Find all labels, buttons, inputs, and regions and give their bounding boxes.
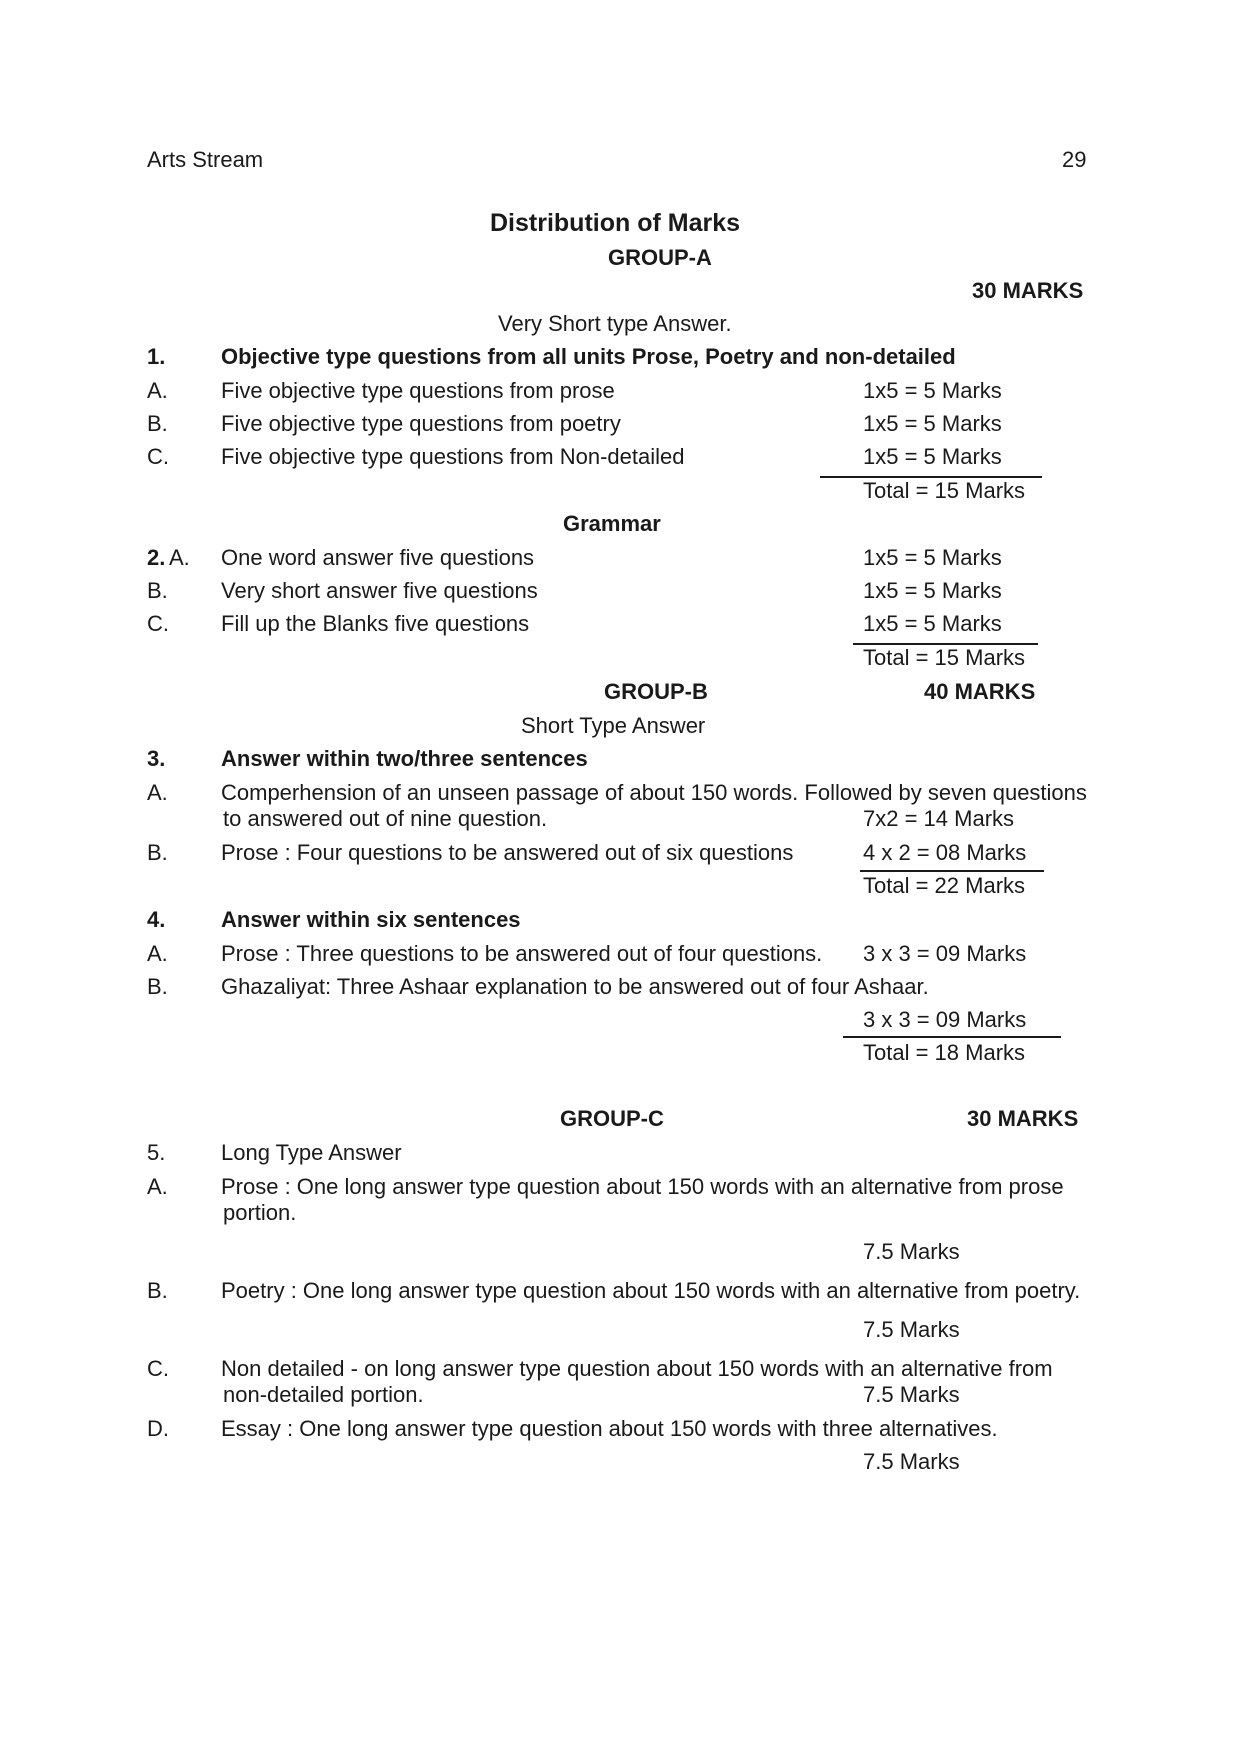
q5-d-marks: 7.5 Marks bbox=[863, 1449, 960, 1474]
q3-a-text: Comperhension of an unseen passage of about 150 words. Followed by seven questions bbox=[221, 780, 1087, 805]
group-c-heading: GROUP-C bbox=[560, 1106, 664, 1131]
q3-b-text: Prose : Four questions to be answered out of six questions bbox=[221, 840, 794, 865]
q1-heading: Objective type questions from all units Prose, Poetry and non-detailed bbox=[221, 344, 956, 369]
page-number: 29 bbox=[1062, 147, 1087, 172]
q4-b-label: B. bbox=[147, 974, 168, 999]
q5-a-label: A. bbox=[147, 1174, 168, 1199]
q5-c-text: Non detailed - on long answer type question about 150 words with an alternative from bbox=[221, 1356, 1053, 1381]
q1-item-label: A. bbox=[147, 378, 168, 403]
q1-item-label: B. bbox=[147, 411, 168, 436]
q4-a-marks: 3 x 3 = 09 Marks bbox=[863, 941, 1027, 966]
q5-d-text: Essay : One long answer type question about 150 words with three alternatives. bbox=[221, 1416, 998, 1441]
q1-item-marks: 1x5 = 5 Marks bbox=[863, 378, 1002, 403]
q3-number: 3. bbox=[147, 746, 166, 771]
q2-item-label: B. bbox=[147, 578, 168, 603]
group-b-heading: GROUP-B bbox=[604, 679, 708, 704]
q5-d-label: D. bbox=[147, 1416, 169, 1441]
q2-item-text: Very short answer five questions bbox=[221, 578, 538, 603]
page-title: Distribution of Marks bbox=[490, 209, 741, 237]
q5-b-text: Poetry : One long answer type question about 150 words with an alternative from poetry. bbox=[221, 1278, 1081, 1303]
q3-b-marks: 4 x 2 = 08 Marks bbox=[863, 840, 1027, 865]
q2-item-label: A. bbox=[169, 545, 190, 570]
q1-total: Total = 15 Marks bbox=[863, 478, 1026, 503]
q1-item-text: Five objective type questions from poetry bbox=[221, 411, 621, 436]
q4-total: Total = 18 Marks bbox=[863, 1040, 1026, 1065]
q5-number: 5. bbox=[147, 1140, 166, 1165]
q3-a-label: A. bbox=[147, 780, 168, 805]
q1-item-text: Five objective type questions from prose bbox=[221, 378, 615, 403]
q4-heading: Answer within six sentences bbox=[221, 907, 521, 932]
group-a-marks: 30 MARKS bbox=[972, 278, 1084, 303]
q5-a-text: Prose : One long answer type question about 150 words with an alternative from prose bbox=[221, 1174, 1064, 1199]
q1-item-label: C. bbox=[147, 444, 169, 469]
q4-number: 4. bbox=[147, 907, 166, 932]
group-b-marks: 40 MARKS bbox=[924, 679, 1036, 704]
q3-total: Total = 22 Marks bbox=[863, 873, 1026, 898]
q3-a-text-cont: to answered out of nine question. bbox=[223, 806, 548, 831]
group-a-heading: GROUP-A bbox=[608, 245, 712, 270]
group-c-marks: 30 MARKS bbox=[967, 1106, 1079, 1131]
q4-a-text: Prose : Three questions to be answered out of four questions. bbox=[221, 941, 823, 966]
q5-b-marks: 7.5 Marks bbox=[863, 1317, 960, 1342]
q2-number: 2. bbox=[147, 545, 166, 570]
q2-item-text: One word answer five questions bbox=[221, 545, 535, 570]
q5-a-text-cont: portion. bbox=[223, 1200, 297, 1225]
q2-item-label: C. bbox=[147, 611, 169, 636]
q5-c-text-cont: non-detailed portion. bbox=[223, 1382, 424, 1407]
q3-b-label: B. bbox=[147, 840, 168, 865]
q1-item-marks: 1x5 = 5 Marks bbox=[863, 411, 1002, 436]
group-b-subtitle: Short Type Answer bbox=[521, 713, 706, 738]
q5-c-marks: 7.5 Marks bbox=[863, 1382, 960, 1407]
q2-item-marks: 1x5 = 5 Marks bbox=[863, 611, 1002, 636]
q4-b-text: Ghazaliyat: Three Ashaar explanation to be answered out of four Ashaar. bbox=[221, 974, 929, 999]
group-a-subtitle: Very Short type Answer. bbox=[498, 311, 732, 336]
q2-item-marks: 1x5 = 5 Marks bbox=[863, 578, 1002, 603]
q1-number: 1. bbox=[147, 344, 166, 369]
q4-total-rule bbox=[843, 1036, 1061, 1038]
q4-b-marks: 3 x 3 = 09 Marks bbox=[863, 1007, 1027, 1032]
q2-item-marks: 1x5 = 5 Marks bbox=[863, 545, 1002, 570]
q3-a-marks: 7x2 = 14 Marks bbox=[863, 806, 1015, 831]
q3-heading: Answer within two/three sentences bbox=[221, 746, 588, 771]
q5-b-label: B. bbox=[147, 1278, 168, 1303]
q4-a-label: A. bbox=[147, 941, 168, 966]
q1-item-text: Five objective type questions from Non-detailed bbox=[221, 444, 685, 469]
q3-total-rule bbox=[860, 870, 1044, 872]
q5-a-marks: 7.5 Marks bbox=[863, 1239, 960, 1264]
q5-heading: Long Type Answer bbox=[221, 1140, 402, 1165]
q5-c-label: C. bbox=[147, 1356, 169, 1381]
grammar-heading: Grammar bbox=[563, 511, 661, 536]
q2-total: Total = 15 Marks bbox=[863, 645, 1026, 670]
q1-item-marks: 1x5 = 5 Marks bbox=[863, 444, 1002, 469]
running-header-stream: Arts Stream bbox=[147, 147, 264, 172]
q2-item-text: Fill up the Blanks five questions bbox=[221, 611, 530, 636]
